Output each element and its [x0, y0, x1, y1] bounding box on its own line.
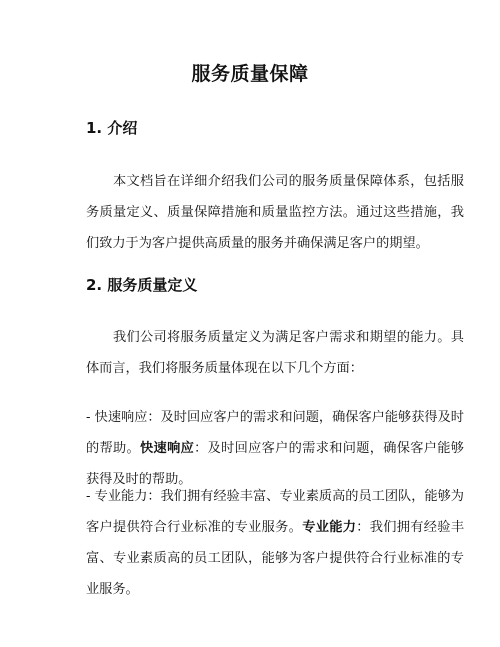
list-item-professional-ability: [86, 481, 464, 605]
section-heading-service-quality-definition: 2. 服务质量定义: [86, 276, 198, 294]
introduction-paragraph: 本文档旨在详细介绍我们公司的服务质量保障体系，包括服务质量定义、质量保障措施和质量监控方法。通过这些措施，我们致力于为客户提供高质量的服务并确保满足客户的期望。: [86, 174, 464, 251]
list-item-text: - 专业能力：我们拥有经验丰富、专业素质高的员工团队，能够为客户提供符合行业标准的专业服务。: [86, 489, 464, 535]
list-item-bold-label: 快速响应: [140, 441, 195, 456]
definition-paragraph: 我们公司将服务质量定义为满足客户需求和期望的能力。具体而言，我们将服务质量体现在以下几个方面：: [86, 330, 464, 376]
list-item-text: - 快速响应：及时回应客户的需求和问题，确保客户能够获得及时的帮助。: [86, 410, 464, 456]
document-title: 服务质量保障: [191, 63, 309, 85]
section-heading-introduction: 1. 介绍: [86, 119, 138, 137]
list-item-bold-label: 专业能力: [302, 520, 357, 535]
list-item-text: ：及时回应客户的需求和问题，确保客户能够获得及时的帮助。: [86, 441, 464, 487]
list-item-text: ：我们拥有经验丰富、专业素质高的员工团队，能够为客户提供符合行业标准的专业服务。: [86, 520, 465, 597]
